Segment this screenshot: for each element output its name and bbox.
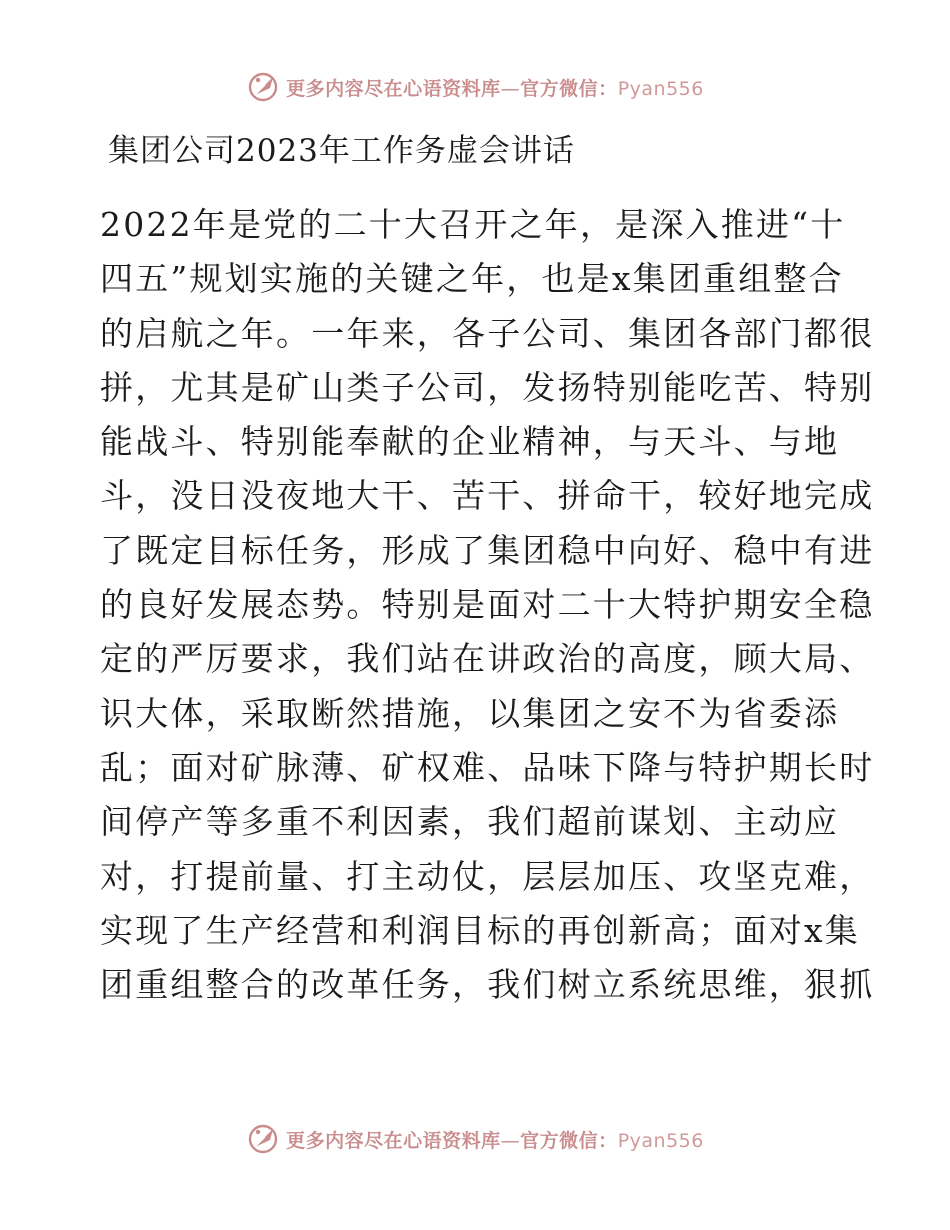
body-line: 拼，尤其是矿山类子公司，发扬特别能吃苦、特别 bbox=[100, 367, 875, 407]
body-line: 团重组整合的改革任务，我们树立系统思维，狠抓 bbox=[100, 965, 875, 1005]
watermark-separator: — bbox=[500, 77, 521, 100]
body-line: 2022年是党的二十大召开之年，是深入推进“十 bbox=[100, 205, 846, 244]
quill-circle-logo-icon bbox=[246, 70, 280, 104]
body-line: 四五”规划实施的关键之年，也是x集团重组整合 bbox=[100, 259, 844, 299]
watermark-contact-id: Pyan556 bbox=[617, 77, 704, 100]
watermark-contact-id: Pyan556 bbox=[617, 1129, 704, 1152]
body-line: 实现了生产经营和利润目标的再创新高；面对x集 bbox=[100, 910, 861, 950]
quill-circle-logo-icon bbox=[246, 1122, 280, 1156]
body-line: 间停产等多重不利因素，我们超前谋划、主动应 bbox=[100, 802, 840, 842]
document-title: 集团公司2023年工作务虚会讲话 bbox=[108, 133, 575, 169]
watermark-text bbox=[286, 1126, 704, 1153]
body-line: 定的严厉要求，我们站在讲政治的高度，顾大局、 bbox=[100, 639, 875, 679]
body-line: 能战斗、特别能奉献的企业精神，与天斗、与地 bbox=[100, 422, 840, 462]
footer-watermark bbox=[0, 1122, 950, 1156]
watermark-separator: — bbox=[500, 1129, 521, 1152]
body-line: 的良好发展态势。特别是面对二十大特护期安全稳 bbox=[100, 585, 875, 625]
watermark-contact-label: 官方微信： bbox=[520, 1129, 618, 1152]
header-watermark bbox=[0, 70, 950, 104]
watermark-contact-label: 官方微信： bbox=[520, 77, 618, 100]
body-line: 的启航之年。一年来，各子公司、集团各部门都很 bbox=[100, 313, 875, 353]
body-line: 对，打提前量、打主动仗，层层加压、攻坚克难， bbox=[100, 856, 875, 896]
watermark-text bbox=[286, 74, 704, 101]
watermark-main: 更多内容尽在心语资料库 bbox=[286, 1129, 501, 1152]
document-body bbox=[100, 198, 875, 1012]
body-line: 乱；面对矿脉薄、矿权难、品味下降与特护期长时 bbox=[100, 747, 875, 787]
watermark-main: 更多内容尽在心语资料库 bbox=[286, 77, 501, 100]
body-line: 斗，没日没夜地大干、苦干、拼命干，较好地完成 bbox=[100, 476, 875, 516]
body-line: 识大体，采取断然措施，以集团之安不为省委添 bbox=[100, 693, 840, 733]
body-line: 了既定目标任务，形成了集团稳中向好、稳中有进 bbox=[100, 530, 875, 570]
